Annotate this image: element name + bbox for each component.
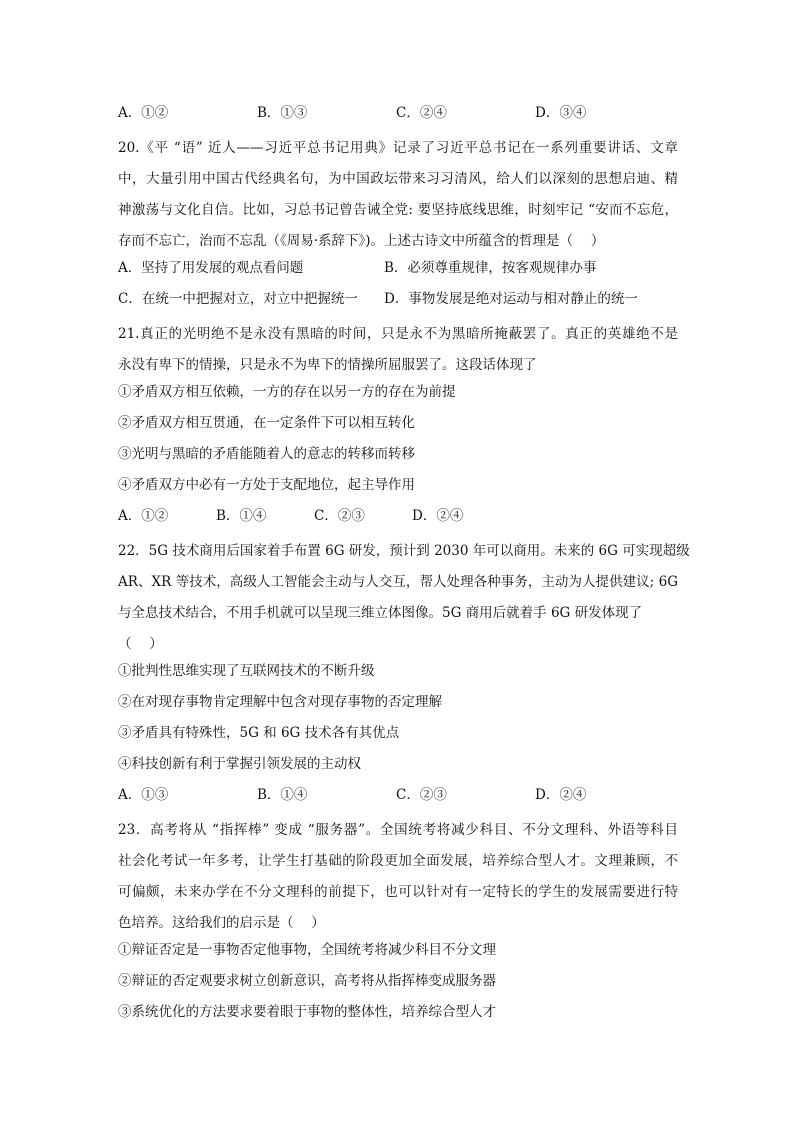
q19-option-c[interactable]: C．②④: [396, 105, 447, 121]
q20-option-c[interactable]: C．在统一中把握对立，对立中把握统一: [118, 291, 358, 307]
q21-item: ④矛盾双方中必有一方处于支配地位，起主导作用: [118, 477, 415, 493]
q21-stem-line: 21.真正的光明绝不是永没有黑暗的时间，只是永不为黑暗所掩蔽罢了。真正的英雄绝不是: [118, 326, 678, 342]
q20-stem-line: 中，大量引用中国古代经典名句，为中国政坛带来习习清风，给人们以深刻的思想启迪、精: [118, 171, 678, 187]
q23-item: ③系统优化的方法要求要着眼于事物的整体性，培养综合型人才: [118, 1004, 496, 1020]
q20-option-a[interactable]: A．坚持了用发展的观点看问题: [118, 260, 304, 276]
q20-stem-line: 存而不忘亡，治而不忘乱（《周易·系辞下》)。上述古诗文中所蕴含的哲理是（ ）: [118, 233, 605, 249]
q21-stem: [118, 319, 678, 381]
q19-option-b[interactable]: B．①③: [257, 105, 308, 121]
q20-option-b[interactable]: B．必须尊重规律，按客观规律办事: [384, 260, 597, 276]
q23-stem-line: 23．高考将从 “指挥棒” 变成 “服务器”。全国统考将减少科目、不分文理科、外语等科目: [118, 822, 678, 838]
q22-item: ③矛盾具有特殊性，5G 和 6G 技术各有其优点: [118, 725, 400, 741]
q23-item: ①辩证否定是一事物否定他事物，全国统考将减少科目不分文理: [118, 942, 496, 958]
q22-item: ①批判性思维实现了互联网技术的不断升级: [118, 663, 375, 679]
q19-option-a[interactable]: A．①②: [118, 105, 169, 121]
q20-stem-line: 20.《平 “语” 近人——习近平总书记用典》记录了习近平总书记在一系列重要讲话、文章: [118, 140, 678, 156]
q22-stem-line: （ ）: [118, 636, 163, 652]
q19-option-d[interactable]: D．③④: [535, 105, 587, 121]
q22-options: [118, 784, 678, 815]
q21-option-b[interactable]: B．①④: [216, 508, 267, 524]
q21-options: [118, 505, 678, 536]
q21-item: ③光明与黑暗的矛盾能随着人的意志的转移而转移: [118, 446, 415, 462]
q21-option-c[interactable]: C．②③: [314, 508, 365, 524]
q22-option-a[interactable]: A．①③: [118, 787, 169, 803]
q20-options-row2: [118, 288, 678, 319]
q21-item: ②矛盾双方相互贯通，在一定条件下可以相互转化: [118, 415, 415, 431]
q22-stem-line: 22．5G 技术商用后国家着手布置 6G 研发，预计到 2030 年可以商用。未来的 6G 可实现超级: [118, 543, 690, 559]
q20-options-row1: [118, 257, 678, 288]
q22-option-d[interactable]: D．②④: [535, 787, 587, 803]
exam-content: [118, 102, 690, 1032]
q23-stem-line: 色培养。这给我们的启示是（ ）: [118, 915, 325, 931]
q22-item: ②在对现存事物肯定理解中包含对现存事物的否定理解: [118, 694, 442, 710]
q21-option-d[interactable]: D．②④: [412, 508, 464, 524]
q23-stem-line: 可偏颇，未来办学在不分文理科的前提下，也可以针对有一定特长的学生的发展需要进行特: [118, 884, 678, 900]
q22-stem-line: 与全息技术结合，不用手机就可以呈现三维立体图像。5G 商用后就着手 6G 研发体现了: [118, 605, 643, 621]
q23-stem: [118, 815, 678, 939]
q21-stem-line: 永没有卑下的情操，只是永不为卑下的情操所屈服罢了。这段话体现了: [118, 357, 537, 373]
q23-item: ②辩证的否定观要求树立创新意识，高考将从指挥棒变成服务器: [118, 973, 496, 989]
q23-stem-line: 社会化考试一年多考，让学生打基础的阶段更加全面发展，培养综合型人才。文理兼顾，不: [118, 853, 678, 869]
q20-stem: [118, 133, 678, 257]
q22-option-c[interactable]: C．②③: [396, 787, 447, 803]
q21-item: ①矛盾双方相互依赖，一方的存在以另一方的存在为前提: [118, 384, 456, 400]
q20-option-d[interactable]: D．事物发展是绝对运动与相对静止的统一: [384, 291, 638, 307]
q19-options: [118, 102, 678, 133]
q22-item: ④科技创新有利于掌握引领发展的主动权: [118, 756, 361, 772]
q22-stem-line: AR、XR 等技术，高级人工智能会主动与人交互，帮人处理各种事务，主动为人提供建议; 6G: [118, 574, 678, 590]
q21-option-a[interactable]: A．①②: [118, 508, 169, 524]
q22-stem: [118, 536, 690, 660]
q22-option-b[interactable]: B．①④: [257, 787, 308, 803]
q20-stem-line: 神激荡与文化自信。比如，习总书记曾告诫全党: 要坚持底线思维，时刻牢记 “安而不忘危，: [118, 202, 678, 218]
